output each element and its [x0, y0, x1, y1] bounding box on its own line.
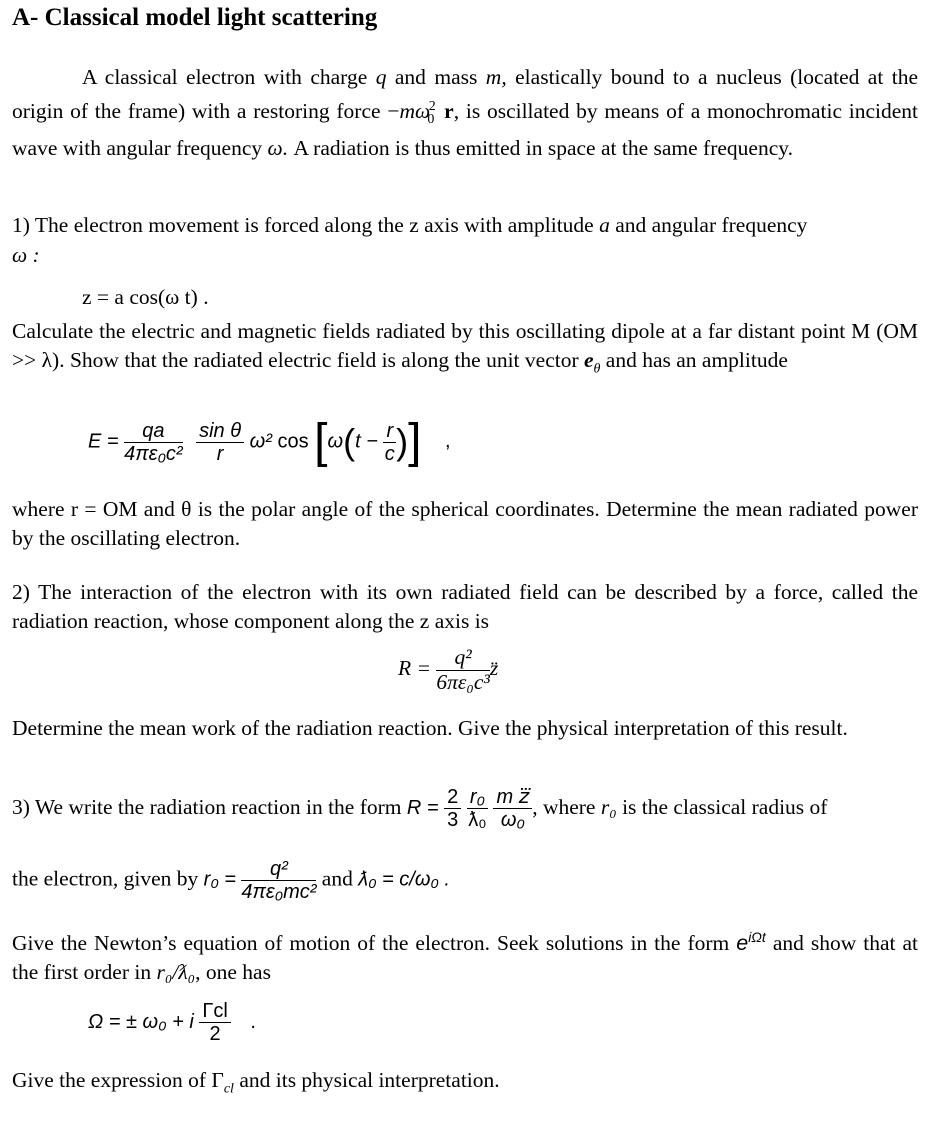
q2-text: 2) The interaction of the electron with its own radiated field can be described by a force, called the radiation reaction, whose component along the z axis is — [12, 580, 918, 633]
q3-statement-line2: the electron, given by r₀ = $\frac{\text{q²}}{\text{4πε₀mc²}}$ and ƛ₀ = c/ω₀ . — [12, 858, 450, 903]
omega-equation: Ω = ± ω₀ + i $\frac{\text{Γcl}}{2}$ . — [88, 1000, 256, 1045]
q3-text: Give the Newton’s equation of motion of the electron. Seek solutions in the form $e^{i\Omega t}$ and show that at the first order in r₀/ƛ₀, one has — [12, 929, 919, 985]
radiation-reaction-equation: R = $\frac{\text{q²}}{\text{6πε₀c³}}$ z̈ — [398, 645, 499, 694]
q1-text: Calculate the electric and magnetic fields radiated by this oscillating dipole at a far distant point M (OM >> λ). Show that the radiated electric field is along the unit vector $e_\theta$ and has an amplitude — [12, 319, 918, 377]
page-title: A- Classical model light scattering — [12, 4, 378, 31]
q1-statement-line2: ω : — [12, 243, 40, 267]
q1-motion-equation: z = a cos(ω t) . — [82, 285, 209, 309]
q3-statement-line1: 3) We write the radiation reaction in the form R = $\frac{2}{3}$ $\frac{\text{r₀}}{\text{ƛ₀}}$ $\frac{\text{m z⃛}}{\text{ω₀}}$ , where r₀ is the classical radius of — [12, 786, 828, 831]
q1-statement-line1: 1) The electron movement is forced along the z axis with amplitude a and angular frequency — [12, 213, 808, 237]
q1-text-after: where r = OM and θ is the polar angle of the spherical coordinates. Determine the mean radiated power by the oscillating electron. — [12, 497, 918, 550]
radiation-reaction-form: R = $\frac{2}{3}$ $\frac{\text{r₀}}{\text{ƛ₀}}$ $\frac{\text{m z⃛}}{\text{ω₀}}$ — [407, 797, 532, 819]
intro-paragraph: A classical electron with charge q and mass m, elastically bound to a nucleus (located at the origin of the frame) with a restoring force $-m\omega_0^2$ r, is oscillated by means of a monochromatic incident wave with angular frequency ω. A radiation is thus emitted in space at the same frequency. — [12, 65, 919, 161]
q3-final-text: Give the expression of $\Gamma_{cl}$ and its physical interpretation. — [12, 1068, 500, 1097]
q2-text-after: Determine the mean work of the radiation reaction. Give the physical interpretation of this result. — [12, 716, 848, 740]
restoring-force: $-m\omega_0^2$ r — [387, 99, 454, 128]
electric-field-equation: E = $\frac{qa}{\text{4πε₀c²}}$ $\frac{\text{sin θ}}{r}$ ω² cos [ω(t − $\frac{r}{c}$ )] , — [88, 415, 451, 468]
